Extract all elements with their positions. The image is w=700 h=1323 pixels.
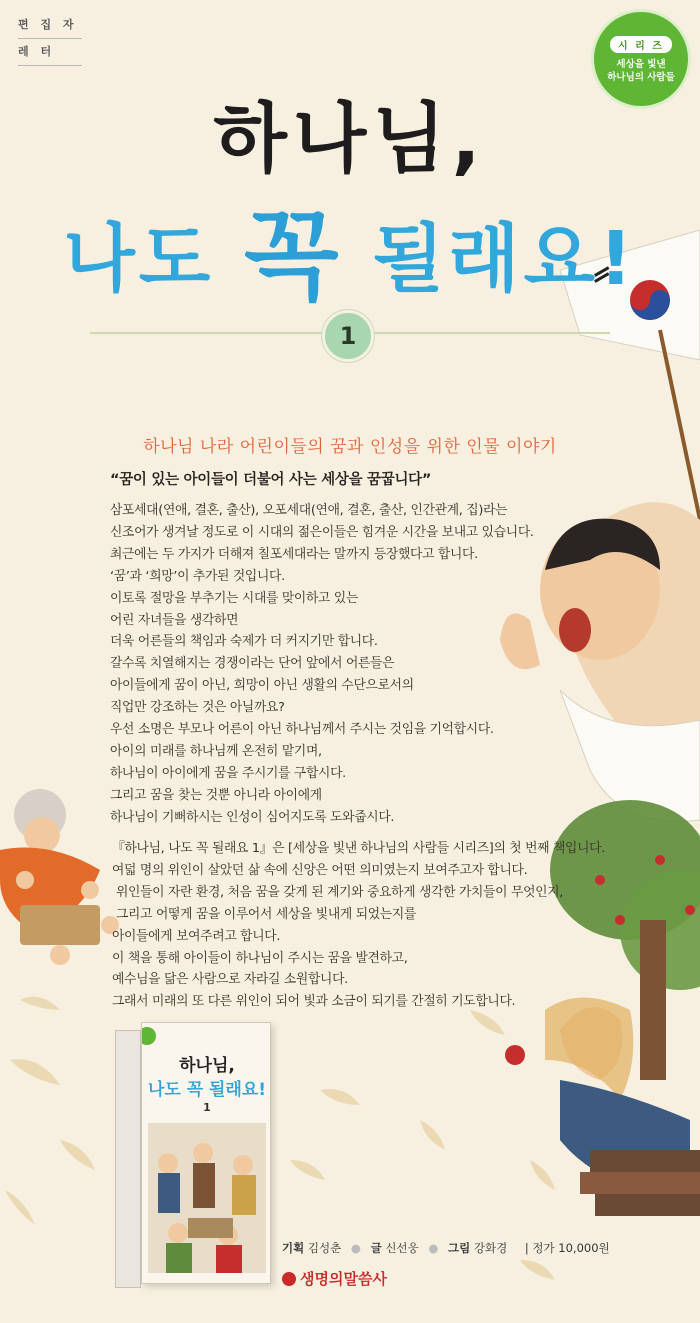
title-line1: 하나님, [213,94,487,183]
body-line: 그리고 꿈을 찾는 것뿐 아니라 아이에게 [110,787,322,803]
publisher-name: 생명의말씀사 [300,1270,387,1288]
body-line: 어린 자녀들을 생각하면 [110,612,239,628]
body-line: 아이의 미래를 하나님께 온전히 맡기며, [110,743,322,759]
price-divider: | [524,1241,529,1255]
title-line2-big: 꼭 [244,200,343,314]
separator-dot: ● [428,1241,439,1255]
series-badge-line2: 하나님의 사람들 [607,72,675,83]
body-line: 신조어가 생겨날 정도로 이 시대의 젊은이들은 힘겨운 시간을 보내고 있습니다. [110,524,534,540]
body-paragraph-1 [110,500,580,829]
body-line: 아이들에게 꿈이 아닌, 희망이 아닌 생활의 수단으로서의 [110,678,414,694]
title-line2-post: 될래요! [342,216,637,302]
body-line: 이 책을 통해 아이들이 하나님이 주시는 꿈을 발견하고, [112,950,408,966]
credit-text-name: 신선웅 [385,1241,419,1255]
cover-volume: 1 [203,1101,211,1114]
body-line: 『하나님, 나도 꼭 될래요 1』은 [세상을 빛낸 하나님의 사람들 시리즈]의 첫 번째 책입니다. [112,841,606,856]
decorative-swirls [5,997,555,1280]
body-line: 여덟 명의 위인이 살았던 삶 속에 신앙은 어떤 의미였는지 보여주고자 합니다. [112,862,528,878]
body-line: 하나님이 아이에게 꿈을 주시기를 구합시다. [110,765,346,781]
body-line: 이토록 절망을 부추기는 시대를 맞이하고 있는 [110,590,359,606]
title-line2-pre: 나도 [63,216,245,302]
grandmother-illustration [0,789,119,965]
body-line: 아이들에게 보여주려고 합니다. [112,928,281,944]
body-paragraph-2 [112,838,632,1013]
book-cover-image [115,1030,267,1288]
credit-art-name: 강화경 [473,1241,508,1255]
credit-plan-name: 김성춘 [307,1241,342,1255]
price: 정가 10,000원 [532,1241,610,1255]
cover-illustration [148,1123,266,1273]
body-line: 더욱 어른들의 책임과 숙제가 더 커지기만 합니다. [110,634,378,650]
credits [282,1240,610,1256]
editor-letter-line1: 편 집 자 [18,12,82,39]
series-badge-label: 시 리 즈 [610,36,672,53]
body-line: 위인들이 자란 환경, 처음 꿈을 갖게 된 계기와 중요하게 생각한 가치들이 무엇인지, [116,884,564,900]
body-line: 직업만 강조하는 것은 아닐까요? [110,700,285,716]
credit-art-label: 그림 [448,1241,471,1255]
subtitle: 하나님 나라 어린이들의 꿈과 인성을 위한 인물 이야기 [143,437,557,457]
body-line: 갈수록 치열해지는 경쟁이라는 단어 앞에서 어른들은 [110,656,395,672]
book-spine [115,1030,141,1288]
body-line: 하나님이 기뻐하시는 인성이 심어지도록 도와줍시다. [110,809,395,825]
body-line: 최근에는 두 가지가 더해져 칠포세대라는 말까지 등장했다고 합니다. [110,546,478,562]
credit-plan-label: 기획 [282,1241,305,1255]
publisher-logo-icon [282,1272,296,1286]
body-line: 그래서 미래의 또 다른 위인이 되어 빛과 소금이 되기를 간절히 기도합니다. [112,994,516,1010]
body-line: 그리고 어떻게 꿈을 이루어서 세상을 빛내게 되었는지를 [116,906,417,922]
cover-title1: 하나님, [179,1056,235,1076]
body-line: 삼포세대(연애, 결혼, 출산), 오포세대(연애, 결혼, 출산, 인간관계, 집)라는 [110,503,508,518]
quote-heading: “꿈이 있는 아이들이 더불어 사는 세상을 꿈꿉니다” [110,472,432,488]
volume-number: 1 [322,310,374,362]
cover-title2: 나도 꼭 될래요! [147,1080,267,1100]
publisher [282,1268,387,1289]
title-line2 [0,178,700,319]
editor-letter-label [18,12,82,66]
separator-dot: ● [350,1241,361,1255]
book-front [141,1022,271,1284]
credit-text-label: 글 [370,1241,382,1255]
editor-letter-line2: 레 터 [18,39,82,66]
cover-series-badge [141,1027,156,1045]
body-line: 예수님을 닮은 사람으로 자라길 소원합니다. [112,972,348,988]
body-line: ‘꿈’과 ‘희망’이 추가된 것입니다. [110,568,285,584]
series-badge-line1: 세상을 빛낸 [616,59,666,70]
body-line: 우선 소명은 부모나 어른이 아닌 하나님께서 주시는 것임을 기억합시다. [110,722,494,738]
